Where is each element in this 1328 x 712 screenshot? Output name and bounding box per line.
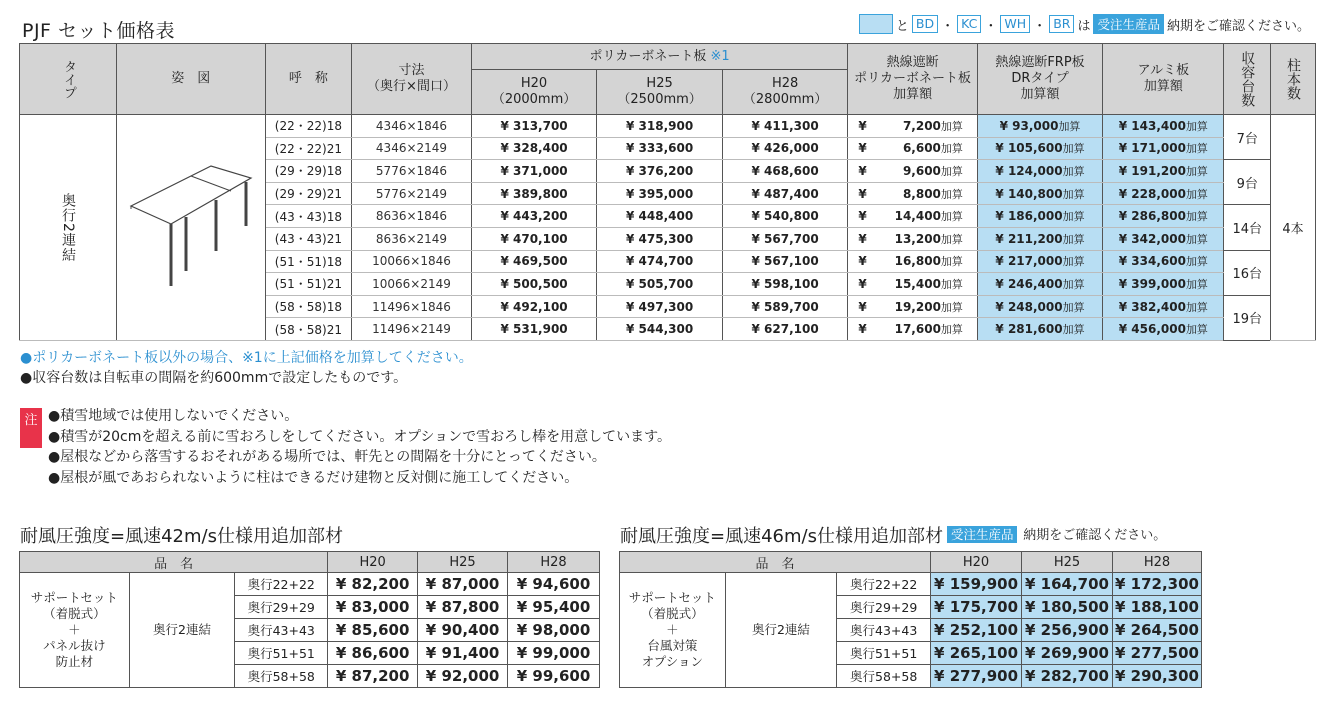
table-row bbox=[620, 573, 1202, 596]
row-name: (43・43)18 bbox=[265, 205, 352, 228]
row-h20: ¥ 443,200 bbox=[471, 205, 597, 228]
header-dims-label: 寸法 （奥行×間口） bbox=[367, 63, 456, 94]
header-heat-poly-label: 熱線遮断 ポリカーボネート板 加算額 bbox=[854, 55, 972, 102]
caution-mark: 注 bbox=[20, 408, 42, 448]
legend-wa: は bbox=[1077, 18, 1091, 34]
add-label: 加算 bbox=[1185, 187, 1208, 201]
header-poly-note: ※1 bbox=[710, 48, 730, 64]
row-name: (29・29)21 bbox=[265, 182, 352, 205]
row-heat-poly-value: 7,200 bbox=[902, 118, 941, 133]
header-h25-label: H25 bbox=[646, 76, 673, 91]
price-table bbox=[19, 43, 1316, 341]
add-label: 加算 bbox=[940, 210, 963, 224]
row-name: (43・43)21 bbox=[265, 227, 352, 250]
legend-sep: ・ bbox=[1033, 18, 1047, 34]
caution-line-4: ●屋根が風であおられないように柱はできるだけ建物と反対側に施工してください。 bbox=[48, 469, 579, 486]
header-h20-sub: （2000mm） bbox=[491, 92, 577, 107]
row-alu bbox=[1103, 115, 1224, 138]
add-label: 加算 bbox=[1185, 323, 1208, 337]
wind46-item-cell bbox=[620, 573, 726, 688]
add-label: 加算 bbox=[1062, 232, 1085, 246]
wind46-header-h20: H20 bbox=[931, 552, 1022, 573]
capacity-cell bbox=[1224, 160, 1271, 205]
add-label: 加算 bbox=[1062, 187, 1085, 201]
color-code-br: BR bbox=[1049, 15, 1074, 33]
row-heat-poly: ¥ 13,200加算 bbox=[848, 227, 977, 250]
wind42-h25: ¥ 90,400 bbox=[418, 619, 508, 642]
row-dims: 4346×2149 bbox=[352, 137, 472, 160]
wind42-depth: 奥行43+43 bbox=[235, 619, 328, 642]
row-alu bbox=[1103, 295, 1224, 318]
wind42-h28: ¥ 98,000 bbox=[508, 619, 600, 642]
row-heat-frp bbox=[977, 115, 1102, 138]
add-label: 加算 bbox=[1058, 119, 1081, 133]
row-heat-frp bbox=[977, 137, 1102, 160]
row-h25: ¥ 475,300 bbox=[597, 227, 723, 250]
add-label: 加算 bbox=[1185, 164, 1208, 178]
row-alu bbox=[1103, 318, 1224, 341]
row-name: (22・22)21 bbox=[265, 137, 352, 160]
row-heat-poly-value: 19,200 bbox=[894, 299, 941, 314]
add-label: 加算 bbox=[940, 300, 963, 314]
made-to-order-swatch bbox=[859, 14, 893, 34]
wind42-h28: ¥ 94,600 bbox=[508, 573, 600, 596]
wind46-header-item: 品 名 bbox=[620, 552, 931, 573]
color-code-bd: BD bbox=[912, 15, 938, 33]
row-name: (58・58)21 bbox=[265, 318, 352, 341]
capacity-value: 14台 bbox=[1232, 221, 1263, 237]
row-h25: ¥ 544,300 bbox=[597, 318, 723, 341]
header-h25-sub: （2500mm） bbox=[617, 92, 702, 107]
row-h25: ¥ 395,000 bbox=[597, 182, 723, 205]
row-h28: ¥ 540,800 bbox=[722, 205, 848, 228]
add-label: 加算 bbox=[940, 323, 963, 337]
row-alu-value: ¥ 382,400 bbox=[1118, 299, 1186, 314]
wind42-type-name: 奥行2連結 bbox=[153, 622, 211, 637]
row-h28: ¥ 567,100 bbox=[722, 250, 848, 273]
row-alu-value: ¥ 228,000 bbox=[1118, 186, 1186, 201]
wind46-h28: ¥ 277,500 bbox=[1112, 642, 1201, 665]
legend-to: と bbox=[895, 18, 909, 34]
row-heat-poly-value: 9,600 bbox=[902, 163, 941, 178]
header-capacity bbox=[1224, 44, 1271, 115]
row-h28: ¥ 411,300 bbox=[722, 115, 848, 138]
add-label: 加算 bbox=[1185, 232, 1208, 246]
header-h25 bbox=[597, 70, 723, 115]
header-h20-label: H20 bbox=[520, 76, 548, 91]
row-heat-poly-value: 8,800 bbox=[902, 186, 941, 201]
header-h28-label: H28 bbox=[771, 76, 799, 91]
wind46-h25: ¥ 256,900 bbox=[1022, 619, 1113, 642]
row-heat-poly: ¥ 19,200加算 bbox=[848, 295, 977, 318]
row-alu-value: ¥ 143,400 bbox=[1118, 118, 1186, 133]
row-h20: ¥ 469,500 bbox=[471, 250, 597, 273]
row-heat-poly: ¥ 17,600加算 bbox=[848, 318, 977, 341]
wind42-h20: ¥ 85,600 bbox=[328, 619, 418, 642]
header-h28 bbox=[722, 70, 848, 115]
color-code-kc: KC bbox=[957, 15, 981, 33]
row-heat-frp-value: ¥ 186,000 bbox=[995, 209, 1063, 224]
note-capacity: ●収容台数は自転車の間隔を約600mmで設定したものです。 bbox=[20, 370, 408, 386]
row-alu bbox=[1103, 273, 1224, 296]
row-heat-frp bbox=[977, 182, 1102, 205]
row-dims: 10066×1846 bbox=[352, 250, 472, 273]
capacity-value: 16台 bbox=[1232, 267, 1263, 283]
posts-value: 4本 bbox=[1282, 221, 1304, 237]
row-h25: ¥ 448,400 bbox=[597, 205, 723, 228]
row-name: (22・22)18 bbox=[265, 115, 352, 138]
header-poly-group bbox=[471, 44, 848, 70]
wind42-title: 耐風圧強度=風速42m/s仕様用追加部材 bbox=[20, 526, 343, 547]
wind42-h25: ¥ 92,000 bbox=[418, 665, 508, 688]
caution-line-2: ●積雪が20cmを超える前に雪おろしをしてください。オプションで雪おろし棒を用意しています。 bbox=[48, 428, 671, 445]
row-h28: ¥ 589,700 bbox=[722, 295, 848, 318]
header-type bbox=[20, 44, 117, 115]
add-label: 加算 bbox=[1062, 277, 1085, 291]
capacity-cell bbox=[1224, 295, 1271, 340]
row-heat-poly: ¥ 15,400加算 bbox=[848, 273, 977, 296]
row-h28: ¥ 468,600 bbox=[722, 160, 848, 183]
row-h20: ¥ 328,400 bbox=[471, 137, 597, 160]
wind46-header-h25: H25 bbox=[1022, 552, 1113, 573]
wind46-title-block bbox=[620, 522, 1166, 548]
capacity-value: 7台 bbox=[1236, 131, 1258, 147]
row-heat-poly-value: 6,600 bbox=[902, 141, 941, 156]
row-name: (29・29)18 bbox=[265, 160, 352, 183]
wind46-confirm: 納期をご確認ください。 bbox=[1023, 528, 1167, 543]
legend-confirm: 納期をご確認ください。 bbox=[1166, 18, 1310, 34]
add-label: 加算 bbox=[1185, 142, 1208, 156]
wind46-depth: 奥行51+51 bbox=[837, 642, 931, 665]
figure-cell bbox=[117, 115, 266, 341]
row-name: (58・58)18 bbox=[265, 295, 352, 318]
notes bbox=[20, 348, 473, 388]
row-h28: ¥ 598,100 bbox=[722, 273, 848, 296]
add-label: 加算 bbox=[1185, 300, 1208, 314]
row-alu bbox=[1103, 182, 1224, 205]
row-alu bbox=[1103, 160, 1224, 183]
row-dims: 5776×2149 bbox=[352, 182, 472, 205]
add-label: 加算 bbox=[940, 255, 963, 269]
add-label: 加算 bbox=[940, 142, 963, 156]
row-heat-frp-value: ¥ 93,000 bbox=[999, 118, 1059, 133]
row-heat-poly-value: 14,400 bbox=[894, 209, 941, 224]
row-alu bbox=[1103, 137, 1224, 160]
header-dims bbox=[352, 44, 472, 115]
wind42-header-h25: H25 bbox=[418, 552, 508, 573]
add-label: 加算 bbox=[1185, 277, 1208, 291]
row-alu-value: ¥ 399,000 bbox=[1118, 276, 1186, 291]
note-poly: ●ポリカーボネート板以外の場合、※1に上記価格を加算してください。 bbox=[20, 350, 473, 366]
row-heat-poly-value: 13,200 bbox=[894, 231, 941, 246]
header-type-label: タイプ bbox=[61, 59, 76, 99]
wind46-h25: ¥ 164,700 bbox=[1022, 573, 1113, 596]
wind46-header-h28: H28 bbox=[1112, 552, 1201, 573]
row-heat-frp bbox=[977, 295, 1102, 318]
row-dims: 4346×1846 bbox=[352, 115, 472, 138]
table-row bbox=[20, 115, 1316, 138]
add-label: 加算 bbox=[940, 232, 963, 246]
row-heat-poly-value: 16,800 bbox=[894, 254, 941, 269]
row-heat-frp-value: ¥ 105,600 bbox=[995, 141, 1063, 156]
row-h20: ¥ 313,700 bbox=[471, 115, 597, 138]
wind46-type-name: 奥行2連結 bbox=[751, 622, 810, 637]
row-dims: 8636×2149 bbox=[352, 227, 472, 250]
row-heat-frp bbox=[977, 273, 1102, 296]
wind46-type-cell bbox=[725, 573, 837, 688]
row-alu bbox=[1103, 205, 1224, 228]
wind42-h20: ¥ 87,200 bbox=[328, 665, 418, 688]
row-alu-value: ¥ 334,600 bbox=[1118, 254, 1186, 269]
wind46-depth: 奥行29+29 bbox=[837, 596, 931, 619]
add-label: 加算 bbox=[1185, 210, 1208, 224]
header-h20 bbox=[471, 70, 597, 115]
wind46-title: 耐風圧強度=風速46m/s仕様用追加部材 bbox=[620, 526, 943, 547]
wind46-h20: ¥ 265,100 bbox=[931, 642, 1022, 665]
row-h28: ¥ 426,000 bbox=[722, 137, 848, 160]
add-label: 加算 bbox=[940, 164, 963, 178]
row-h20: ¥ 531,900 bbox=[471, 318, 597, 341]
wind46-made-badge: 受注生産品 bbox=[947, 526, 1018, 543]
row-alu bbox=[1103, 227, 1224, 250]
wind46-h25: ¥ 180,500 bbox=[1022, 596, 1113, 619]
wind46-depth: 奥行58+58 bbox=[837, 665, 931, 688]
wind42-depth: 奥行58+58 bbox=[235, 665, 328, 688]
add-label: 加算 bbox=[1062, 210, 1085, 224]
row-h28: ¥ 487,400 bbox=[722, 182, 848, 205]
row-heat-frp bbox=[977, 227, 1102, 250]
header-figure: 姿 図 bbox=[117, 44, 266, 115]
page-title: PJF セット価格表 bbox=[22, 20, 176, 42]
wind42-depth: 奥行22+22 bbox=[235, 573, 328, 596]
wind42-table bbox=[19, 551, 600, 688]
row-heat-poly: ¥ 6,600加算 bbox=[848, 137, 977, 160]
wind42-header-h20: H20 bbox=[328, 552, 418, 573]
header-posts bbox=[1271, 44, 1316, 115]
row-heat-frp-value: ¥ 140,800 bbox=[995, 186, 1063, 201]
row-h25: ¥ 318,900 bbox=[597, 115, 723, 138]
row-h25: ¥ 505,700 bbox=[597, 273, 723, 296]
row-alu bbox=[1103, 250, 1224, 273]
row-alu-value: ¥ 342,000 bbox=[1118, 231, 1186, 246]
row-alu-value: ¥ 456,000 bbox=[1118, 322, 1186, 337]
row-heat-frp bbox=[977, 250, 1102, 273]
row-heat-frp bbox=[977, 160, 1102, 183]
carport-figure-icon bbox=[121, 156, 261, 296]
wind46-h20: ¥ 175,700 bbox=[931, 596, 1022, 619]
legend-sep: ・ bbox=[984, 18, 998, 34]
wind42-depth: 奥行29+29 bbox=[235, 596, 328, 619]
wind46-depth: 奥行43+43 bbox=[837, 619, 931, 642]
caution-line-1: ●積雪地域では使用しないでください。 bbox=[48, 408, 299, 424]
header-alu-label: アルミ板 加算額 bbox=[1137, 63, 1190, 94]
header-heat-frp bbox=[977, 44, 1102, 115]
wind46-h28: ¥ 172,300 bbox=[1112, 573, 1201, 596]
capacity-value: 19台 bbox=[1232, 312, 1263, 328]
add-label: 加算 bbox=[940, 277, 963, 291]
add-label: 加算 bbox=[1185, 255, 1208, 269]
header-posts-label: 柱本数 bbox=[1285, 58, 1302, 100]
row-alu-value: ¥ 171,000 bbox=[1118, 141, 1186, 156]
row-alu-value: ¥ 286,800 bbox=[1118, 209, 1186, 224]
capacity-value: 9台 bbox=[1236, 176, 1258, 192]
row-heat-poly: ¥ 7,200加算 bbox=[848, 115, 977, 138]
wind46-h20: ¥ 252,100 bbox=[931, 619, 1022, 642]
row-dims: 8636×1846 bbox=[352, 205, 472, 228]
capacity-cell bbox=[1224, 115, 1271, 160]
wind46-h28: ¥ 264,500 bbox=[1112, 619, 1201, 642]
wind46-h20: ¥ 159,900 bbox=[931, 573, 1022, 596]
made-to-order-badge: 受注生産品 bbox=[1093, 14, 1164, 34]
wind42-h20: ¥ 82,200 bbox=[328, 573, 418, 596]
row-name: (51・51)18 bbox=[265, 250, 352, 273]
row-dims: 5776×1846 bbox=[352, 160, 472, 183]
row-heat-poly: ¥ 9,600加算 bbox=[848, 160, 977, 183]
row-heat-frp-value: ¥ 211,200 bbox=[995, 231, 1063, 246]
row-heat-poly: ¥ 16,800加算 bbox=[848, 250, 977, 273]
header-heat-frp-label: 熱線遮断FRP板 DRタイプ 加算額 bbox=[995, 55, 1085, 102]
add-label: 加算 bbox=[940, 187, 963, 201]
wind46-h28: ¥ 290,300 bbox=[1112, 665, 1201, 688]
legend-sep: ・ bbox=[941, 18, 955, 34]
row-heat-poly: ¥ 8,800加算 bbox=[848, 182, 977, 205]
row-h20: ¥ 492,100 bbox=[471, 295, 597, 318]
add-label: 加算 bbox=[1062, 255, 1085, 269]
row-name: (51・51)21 bbox=[265, 273, 352, 296]
wind42-h28: ¥ 99,600 bbox=[508, 665, 600, 688]
wind42-h28: ¥ 99,000 bbox=[508, 642, 600, 665]
row-h20: ¥ 470,100 bbox=[471, 227, 597, 250]
wind42-h25: ¥ 87,800 bbox=[418, 596, 508, 619]
wind42-h20: ¥ 86,600 bbox=[328, 642, 418, 665]
row-h20: ¥ 500,500 bbox=[471, 273, 597, 296]
add-label: 加算 bbox=[1185, 119, 1208, 133]
wind42-h25: ¥ 87,000 bbox=[418, 573, 508, 596]
row-heat-frp-value: ¥ 281,600 bbox=[995, 322, 1063, 337]
row-dims: 10066×2149 bbox=[352, 273, 472, 296]
add-label: 加算 bbox=[940, 119, 963, 133]
table-row bbox=[20, 573, 600, 596]
row-heat-frp-value: ¥ 248,000 bbox=[995, 299, 1063, 314]
row-alu-value: ¥ 191,200 bbox=[1118, 163, 1186, 178]
wind46-h25: ¥ 282,700 bbox=[1022, 665, 1113, 688]
header-poly-label: ポリカーボネート板 bbox=[589, 48, 707, 64]
row-h28: ¥ 627,100 bbox=[722, 318, 848, 341]
header-alu bbox=[1103, 44, 1224, 115]
capacity-cell bbox=[1224, 250, 1271, 295]
wind46-h28: ¥ 188,100 bbox=[1112, 596, 1201, 619]
row-h25: ¥ 333,600 bbox=[597, 137, 723, 160]
row-dims: 11496×2149 bbox=[352, 318, 472, 341]
row-heat-poly-value: 15,400 bbox=[894, 276, 941, 291]
capacity-cell bbox=[1224, 205, 1271, 250]
row-h25: ¥ 376,200 bbox=[597, 160, 723, 183]
row-dims: 11496×1846 bbox=[352, 295, 472, 318]
color-code-wh: WH bbox=[1000, 15, 1030, 33]
row-h25: ¥ 497,300 bbox=[597, 295, 723, 318]
row-heat-frp bbox=[977, 318, 1102, 341]
wind46-depth: 奥行22+22 bbox=[837, 573, 931, 596]
row-heat-frp-value: ¥ 246,400 bbox=[995, 276, 1063, 291]
header-name: 呼 称 bbox=[265, 44, 352, 115]
add-label: 加算 bbox=[1062, 142, 1085, 156]
wind42-header-h28: H28 bbox=[508, 552, 600, 573]
header-heat-poly bbox=[848, 44, 977, 115]
wind42-h25: ¥ 91,400 bbox=[418, 642, 508, 665]
wind42-item-name: サポートセット （着脱式） ＋ パネル抜け 防止材 bbox=[30, 590, 118, 669]
wind42-h28: ¥ 95,400 bbox=[508, 596, 600, 619]
wind42-item-cell bbox=[20, 573, 130, 688]
caution-line-3: ●屋根などから落雪するおそれがある場所では、軒先との間隔を十分にとってください。 bbox=[48, 449, 606, 465]
row-h25: ¥ 474,700 bbox=[597, 250, 723, 273]
color-legend bbox=[859, 14, 1310, 34]
row-h20: ¥ 389,800 bbox=[471, 182, 597, 205]
wind46-table bbox=[619, 551, 1202, 688]
wind46-h20: ¥ 277,900 bbox=[931, 665, 1022, 688]
posts-cell bbox=[1271, 115, 1316, 341]
wind42-header-item: 品 名 bbox=[20, 552, 328, 573]
row-heat-poly-value: 17,600 bbox=[894, 322, 941, 337]
type-cell bbox=[20, 115, 117, 341]
add-label: 加算 bbox=[1062, 164, 1085, 178]
header-h28-sub: （2800mm） bbox=[742, 92, 828, 107]
type-label: 奥行2連結 bbox=[60, 192, 76, 263]
row-heat-frp-value: ¥ 217,000 bbox=[995, 254, 1063, 269]
caution-block bbox=[20, 406, 671, 488]
add-label: 加算 bbox=[1062, 323, 1085, 337]
wind42-depth: 奥行51+51 bbox=[235, 642, 328, 665]
row-heat-frp bbox=[977, 205, 1102, 228]
wind46-item-name: サポートセット （着脱式） ＋ 台風対策 オプション bbox=[628, 590, 716, 669]
row-h20: ¥ 371,000 bbox=[471, 160, 597, 183]
wind42-type-cell bbox=[129, 573, 235, 688]
header-capacity-label: 収容台数 bbox=[1239, 51, 1256, 107]
add-label: 加算 bbox=[1062, 300, 1085, 314]
row-h28: ¥ 567,700 bbox=[722, 227, 848, 250]
row-heat-frp-value: ¥ 124,000 bbox=[995, 163, 1063, 178]
wind46-h25: ¥ 269,900 bbox=[1022, 642, 1113, 665]
wind42-h20: ¥ 83,000 bbox=[328, 596, 418, 619]
row-heat-poly: ¥ 14,400加算 bbox=[848, 205, 977, 228]
